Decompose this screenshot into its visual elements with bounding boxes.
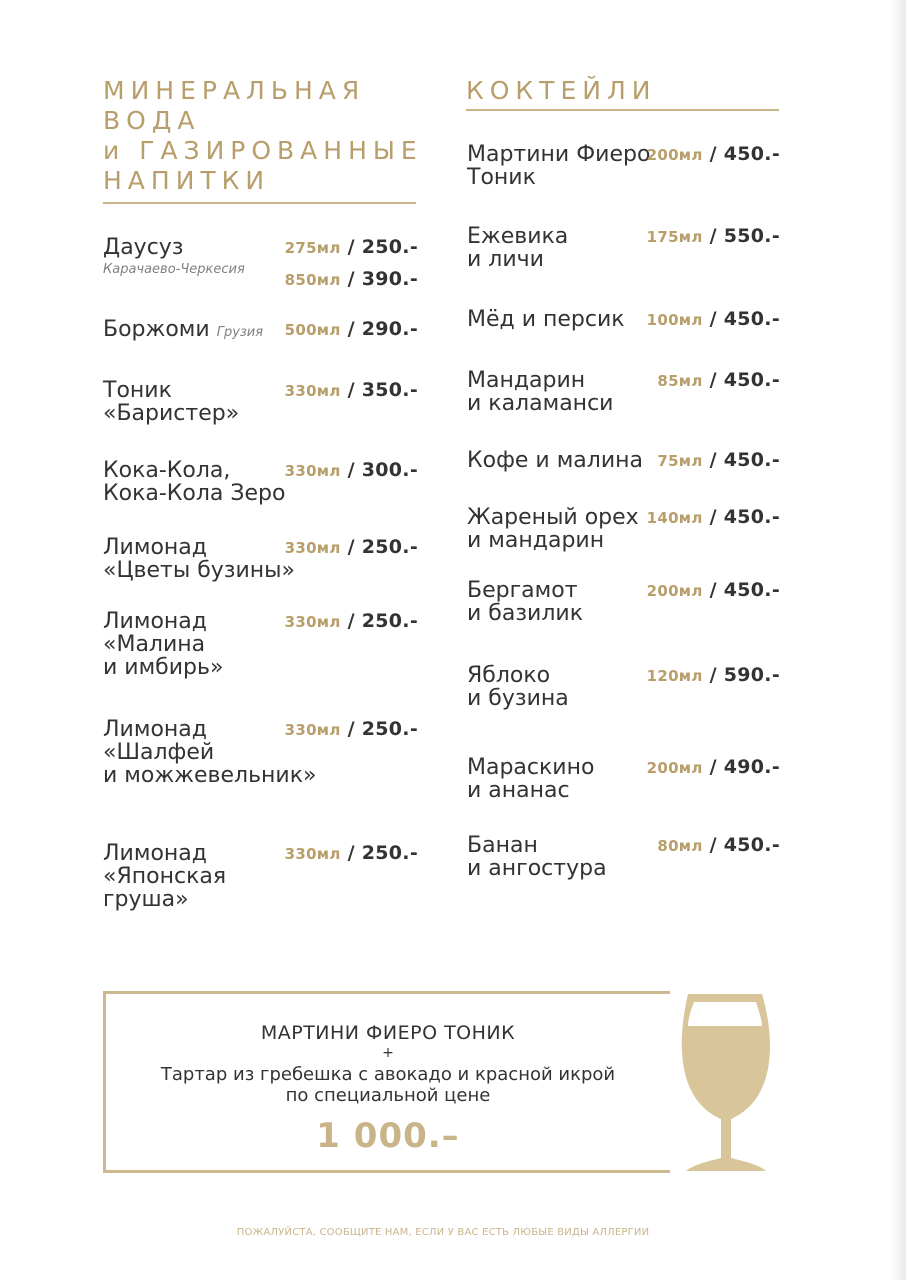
item-name: Кофе и малина: [467, 448, 644, 473]
item-price: 80мл / 450.-: [657, 834, 780, 856]
promo-plus: +: [382, 1045, 394, 1061]
menu-item-blackberry-lychee: [467, 225, 780, 275]
item-name: Тоник «Баристер»: [103, 378, 240, 426]
item-name: Мёд и персик: [467, 307, 625, 332]
item-price: 175мл / 550.-: [646, 225, 780, 247]
item-price-1: 275мл / 250.-: [284, 236, 418, 258]
item-price: 75мл / 450.-: [657, 449, 780, 471]
item-name: Лимонад «Цветы бузины»: [103, 535, 296, 583]
item-name: Лимонад «Малина и имбирь»: [103, 609, 224, 680]
wine-glass-icon: [676, 988, 776, 1178]
item-price-2: 850мл / 390.-: [284, 268, 418, 290]
item-name: Боржоми Грузия: [103, 317, 264, 342]
item-price: 140мл / 450.-: [646, 506, 780, 528]
item-price: 120мл / 590.-: [646, 664, 780, 686]
item-price: 85мл / 450.-: [657, 369, 780, 391]
menu-item-lemonade-elderflower: [103, 536, 418, 586]
item-price: 330мл / 250.-: [284, 536, 418, 558]
item-price: 100мл / 450.-: [646, 308, 780, 330]
item-origin: Грузия: [216, 325, 264, 340]
promo-description: Тартар из гребешка с авокадо и красной икрой по специальной цене: [160, 1064, 616, 1106]
menu-item-lemonade-sage-juniper: [103, 718, 418, 790]
menu-item-honey-peach: [467, 308, 780, 338]
item-name: Бергамот и базилик: [467, 578, 583, 626]
item-price: 200мл / 490.-: [646, 756, 780, 778]
item-name: Даусуз: [103, 235, 184, 260]
menu-item-lemonade-raspberry-ginger: [103, 610, 418, 682]
page-edge-shadow: [890, 0, 906, 1280]
promo-title: МАРТИНИ ФИЕРО ТОНИК: [260, 1022, 516, 1044]
menu-item-martini-fiero-tonic: [467, 143, 780, 193]
item-price: 330мл / 250.-: [284, 718, 418, 740]
menu-item-maraschino-pineapple: [467, 756, 780, 806]
item-name: Жареный орех и мандарин: [467, 505, 639, 553]
item-price: 330мл / 300.-: [284, 459, 418, 481]
menu-item-tonic-barister: [103, 379, 418, 429]
promo-price: 1 000.–: [316, 1116, 460, 1156]
mineral-title-divider: [103, 202, 416, 204]
item-name: Банан и ангостура: [467, 833, 607, 881]
item-price: 500мл / 290.-: [284, 318, 418, 340]
item-name: Лимонад «Шалфей и можжевельник»: [103, 717, 317, 788]
item-name: Мартини Фиеро Тоник: [467, 142, 651, 190]
item-name: Мандарин и каламанси: [467, 368, 614, 416]
menu-item-roasted-nut-mandarin: [467, 506, 780, 556]
item-price: 200мл / 450.-: [646, 579, 780, 601]
item-price: 330мл / 250.-: [284, 610, 418, 632]
allergy-note: ПОЖАЛУЙСТА, СООБЩИТЕ НАМ, ЕСЛИ У ВАС ЕСТЬ ЛЮБЫЕ ВИДЫ АЛЛЕРГИИ: [236, 1227, 650, 1238]
item-price: 200мл / 450.-: [646, 143, 780, 165]
cocktails-section-title: КОКТЕЙЛИ: [466, 76, 657, 105]
menu-item-lemonade-japanese-pear: [103, 842, 418, 914]
cocktails-title-divider: [466, 109, 779, 111]
mineral-section-title: МИНЕРАЛЬНАЯ ВОДА и ГАЗИРОВАННЫЕ НАПИТКИ: [103, 76, 423, 195]
item-price: 330мл / 350.-: [284, 379, 418, 401]
item-name: Мараскино и ананас: [467, 755, 595, 803]
menu-item-coca-cola: [103, 459, 418, 509]
item-price: 330мл / 250.-: [284, 842, 418, 864]
item-name: Яблоко и бузина: [467, 663, 569, 711]
item-name: Кока-Кола, Кока-Кола Зеро: [103, 458, 286, 506]
menu-item-bergamot-basil: [467, 579, 780, 629]
menu-item-dausuz: [103, 236, 418, 296]
menu-item-borjomi: [103, 318, 418, 348]
promo-box: [103, 991, 670, 1173]
menu-item-apple-elderflower: [467, 664, 780, 714]
item-name: Ежевика и личи: [467, 224, 569, 272]
item-origin: Карачаево-Черкесия: [103, 262, 245, 277]
item-name: Лимонад «Японская груша»: [103, 841, 227, 912]
menu-item-banana-angostura: [467, 834, 780, 884]
menu-item-mandarin-calamansi: [467, 369, 780, 419]
menu-item-coffee-raspberry: [467, 449, 780, 479]
